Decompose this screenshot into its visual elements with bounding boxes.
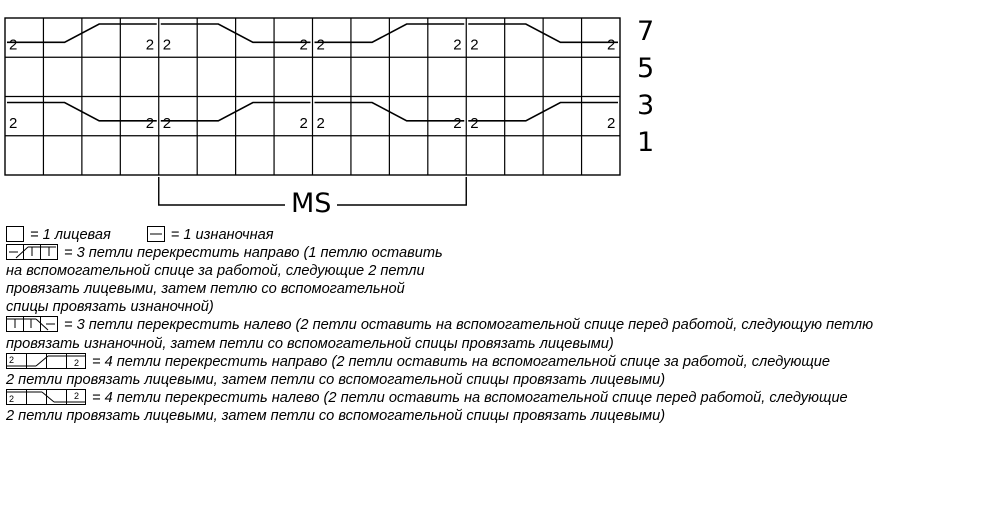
legend-cross-left-3-line2: провязать изнаночной, затем петли со вспомогательной спицы провязать лицевыми) bbox=[6, 335, 614, 352]
legend-cross-right-3-text: = 3 петли перекрестить направо (1 петлю оставить bbox=[64, 245, 443, 262]
legend-cross-left-3-text: = 3 петли перекрестить налево (2 петли оставить на вспомогательной спице перед работой, следующую петлю bbox=[64, 317, 874, 334]
knit-symbol-icon bbox=[6, 226, 24, 242]
cable-count-right: 2 bbox=[299, 36, 308, 54]
legend-cross-left-4-line2: 2 петли провязать лицевыми, затем петли со вспомогательной спицы провязать лицевыми) bbox=[6, 407, 666, 424]
cross-left-4-symbol-icon bbox=[6, 389, 86, 405]
cable-count-right: 2 bbox=[145, 36, 155, 54]
row-number-7: 7 bbox=[637, 16, 655, 47]
cross-right-4-count-right: 2 bbox=[74, 357, 80, 368]
legend-cross-right-3-line3: провязать лицевыми, затем петлю со вспомогательной bbox=[6, 281, 405, 298]
cable-count-left: 2 bbox=[162, 114, 172, 132]
cable-count-left: 2 bbox=[9, 36, 18, 54]
cable-count-right: 2 bbox=[607, 36, 616, 54]
cable-count-right: 2 bbox=[145, 114, 155, 132]
repeat-label: MS bbox=[285, 188, 337, 219]
cable-count-left: 2 bbox=[316, 36, 325, 54]
cable-count-left: 2 bbox=[9, 114, 18, 132]
legend-cross-left-4 bbox=[6, 389, 1000, 407]
legend-knit-text: = 1 лицевая bbox=[30, 227, 111, 243]
cross-right-4-count-left: 2 bbox=[9, 354, 15, 365]
legend bbox=[6, 226, 1000, 425]
purl-symbol-icon bbox=[147, 226, 165, 242]
legend-cross-left-3-line3 bbox=[6, 353, 1000, 371]
cable-count-left: 2 bbox=[470, 36, 479, 54]
legend-purl-text: = 1 изнаночная bbox=[170, 227, 274, 243]
legend-cross-right-3-line4: спицы провязать изнаночной) bbox=[6, 299, 214, 316]
legend-row-basic bbox=[6, 226, 1000, 244]
legend-cross-right-4-line2: 2 петли провязать лицевыми, затем петли со вспомогательной спицы провязать лицевыми) bbox=[6, 371, 666, 388]
legend-cross-left-4-text: = 4 петли перекрестить налево (2 петли оставить на вспомогательной спице перед работой, следующие bbox=[92, 389, 848, 406]
cable-count-right: 2 bbox=[453, 114, 462, 132]
cable-count-left: 2 bbox=[162, 36, 172, 54]
cross-right-3-symbol-icon bbox=[6, 244, 58, 260]
cable-count-left: 2 bbox=[470, 114, 479, 132]
cable-count-right: 2 bbox=[453, 36, 462, 54]
cable-count-left: 2 bbox=[316, 114, 325, 132]
cross-left-4-count-left: 2 bbox=[9, 393, 15, 404]
row-number-5: 5 bbox=[637, 53, 655, 84]
legend-cross-right-3-line2: на вспомогательной спице за работой, следующие 2 петли bbox=[6, 263, 425, 280]
row-number-3: 3 bbox=[637, 90, 655, 121]
row-number-1: 1 bbox=[637, 127, 655, 158]
legend-cross-right-3 bbox=[6, 244, 1000, 262]
cable-count-right: 2 bbox=[607, 114, 616, 132]
legend-cross-right-4-text: = 4 петли перекрестить направо (2 петли оставить на вспомогательной спице за работой, следующие bbox=[92, 353, 831, 370]
cross-left-3-symbol-icon bbox=[6, 316, 58, 332]
cable-count-right: 2 bbox=[299, 114, 308, 132]
cross-right-4-symbol-icon bbox=[6, 353, 86, 369]
legend-cross-left-3 bbox=[6, 316, 1000, 334]
cross-left-4-count-right: 2 bbox=[74, 390, 80, 401]
